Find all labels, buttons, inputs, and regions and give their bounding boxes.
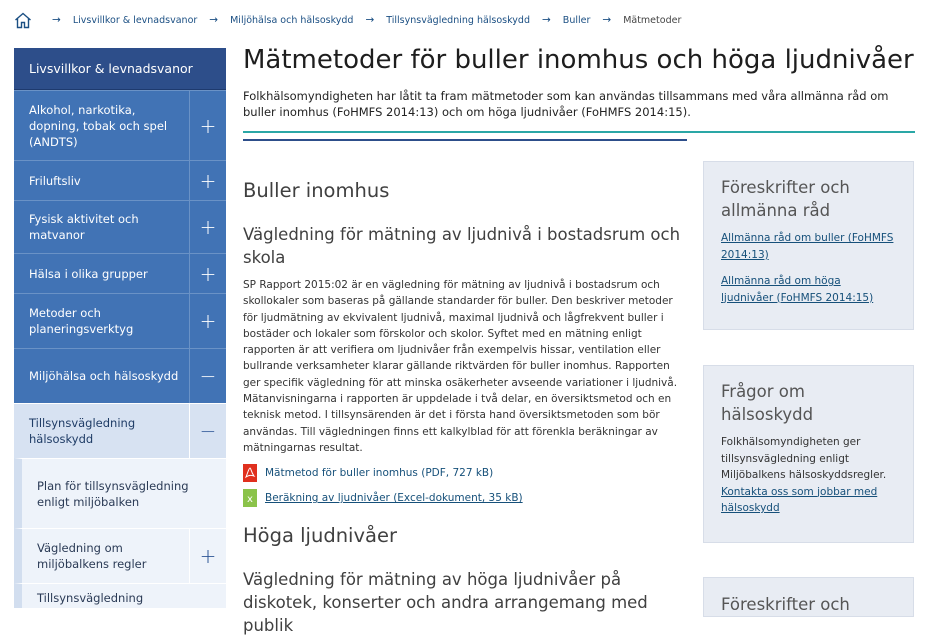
- aside-box-text: Folkhälsomyndigheten ger tillsynsvägledning enligt Miljöbalkens hälsoskyddsregler.: [721, 436, 887, 481]
- page-title: Mätmetoder för buller inomhus och höga ljudnivåer: [243, 45, 914, 75]
- sidebar-item-label: Alkohol, narkotika, dopning, tobak och spel (ANDTS): [29, 102, 168, 149]
- sidebar-item-fysisk-aktivitet[interactable]: [14, 200, 226, 253]
- section-heading-hoga-ljudnivaer: Höga ljudnivåer: [243, 524, 397, 548]
- pdf-icon: [243, 464, 257, 482]
- sidebar-item-label: Hälsa i olika grupper: [29, 266, 148, 281]
- breadcrumb-link-miljohalsa[interactable]: Miljöhälsa och hälsoskydd: [230, 14, 354, 26]
- breadcrumb-current: Mätmetoder: [623, 14, 682, 26]
- breadcrumb-link-tillsynsvagledning[interactable]: Tillsynsvägledning hälsoskydd: [386, 14, 530, 26]
- breadcrumb-separator: →: [541, 14, 551, 26]
- file-link-excel[interactable]: [243, 488, 685, 508]
- sidebar-item-tillsynsvagledning[interactable]: [14, 403, 226, 458]
- breadcrumb-separator: →: [52, 14, 61, 26]
- divider-teal: [243, 131, 915, 133]
- expand-icon[interactable]: +: [189, 529, 226, 583]
- sidebar-item-halsa-grupper[interactable]: [14, 253, 226, 293]
- expand-icon[interactable]: +: [189, 254, 226, 293]
- collapse-icon[interactable]: −: [189, 404, 226, 458]
- section-body-text: SP Rapport 2015:02 är en vägledning för mätning av ljudnivå i bostadsrum och skollokaler som baseras på gällande standarder för buller. Den beskriver metoder för ljudmätning av ekvivalent ljudnivå, maximal ljudnivå och lågfrekvent buller i bostäder och lokaler som förskolor och skolor. Syftet med en mätning enligt rapporten är att verifiera om ljudnivåer från exempelvis hissar, ventilation eller bullrande verksamheter klarar gällande riktvärden för buller inomhus. Rapporten ger specifik vägledning för att minska osäkerheter avseende variationer i ljudnivå. Mätanvisningarna i rapporten är uppdelade i två delar, en översiktsmetod och en teknisk metod. I tillsynsärenden är det i första hand översiktsmetoden som bör användas. Till vägledningen finns ett kalkylblad för att förenkla beräkningar av mätningarnas resultat.: [243, 279, 678, 454]
- expand-icon[interactable]: +: [189, 294, 226, 348]
- aside-link-hoga-ljudnivaer[interactable]: Allmänna råd om höga ljudnivåer (FoHMFS 2014:15): [721, 275, 874, 304]
- divider-navy: [243, 139, 687, 141]
- breadcrumb: [14, 9, 681, 31]
- sidebar-item-label: Miljöhälsa och hälsoskydd: [29, 369, 179, 383]
- sidebar-item-metoder[interactable]: [14, 293, 226, 348]
- aside-box-title: Frågor om hälsoskydd: [721, 382, 814, 424]
- aside-box-title: Föreskrifter och: [721, 595, 850, 614]
- breadcrumb-separator: →: [602, 14, 612, 26]
- file-link-pdf[interactable]: [243, 463, 685, 483]
- excel-icon: [243, 489, 257, 507]
- main-header: [243, 40, 915, 120]
- breadcrumb-separator: →: [365, 14, 375, 26]
- sidebar-subitem-tillsynsvagledning[interactable]: [14, 583, 226, 608]
- aside-box-fragor: [703, 365, 914, 543]
- expand-icon[interactable]: +: [189, 91, 226, 160]
- file-link-label[interactable]: Beräkning av ljudnivåer (Excel-dokument, 35 kB): [265, 492, 523, 505]
- home-icon[interactable]: [14, 11, 32, 29]
- aside-box-title: Föreskrifter och allmänna råd: [721, 178, 850, 220]
- sidebar-subitem-label: Vägledning om miljöbalkens regler: [37, 541, 147, 571]
- sidebar-item-label: Fysisk aktivitet och matvanor: [29, 212, 139, 242]
- main-content: [243, 178, 685, 637]
- sidebar-header[interactable]: Livsvillkor & levnadsvanor: [14, 48, 226, 90]
- aside-link-kontakt[interactable]: Kontakta oss som jobbar med hälsoskydd: [721, 485, 878, 514]
- sidebar-nav: [14, 48, 226, 608]
- breadcrumb-link-buller[interactable]: Buller: [562, 14, 591, 26]
- sidebar-item-label: Metoder och planeringsverktyg: [29, 306, 134, 336]
- sidebar-subitem-label: Plan för tillsynsvägledning enligt miljöbalken: [37, 478, 189, 509]
- aside-box-foreskrifter: [703, 161, 914, 330]
- expand-icon[interactable]: +: [189, 201, 226, 253]
- sidebar-item-miljohalsa[interactable]: [14, 348, 226, 403]
- aside-link-buller[interactable]: Allmänna råd om buller (FoHMFS 2014:13): [721, 232, 894, 261]
- svg-text:x: x: [247, 494, 253, 506]
- section-heading-buller-inomhus: Buller inomhus: [243, 179, 390, 202]
- sidebar-item-friluftsliv[interactable]: [14, 160, 226, 200]
- sidebar-subitem-label: Tillsynsvägledning: [37, 591, 144, 605]
- sidebar-item-label: Friluftsliv: [29, 173, 81, 188]
- breadcrumb-link-livsvillkor[interactable]: Livsvillkor & levnadsvanor: [72, 14, 198, 26]
- breadcrumb-separator: →: [209, 14, 219, 26]
- sidebar-item-label: Tillsynsvägledning hälsoskydd: [29, 416, 136, 446]
- page-ingress: Folkhälsomyndigheten har låtit ta fram mätmetoder som kan användas tillsammans med våra allmänna råd om buller inomhus (FoHMFS 2014:13) och om höga ljudnivåer (FoHMFS 2014:15).: [243, 89, 889, 119]
- aside-box-foreskrifter-2: [703, 577, 914, 617]
- file-link-label[interactable]: Mätmetod för buller inomhus (PDF, 727 kB): [265, 467, 494, 480]
- sidebar-subitem-vagledning[interactable]: [14, 528, 226, 583]
- collapse-icon[interactable]: −: [189, 349, 226, 403]
- sidebar-subitem-plan[interactable]: [14, 458, 226, 528]
- expand-icon[interactable]: +: [189, 161, 226, 200]
- section-subheading-bostadsrum: Vägledning för mätning av ljudnivå i bostadsrum och skola: [243, 225, 681, 267]
- section-subheading-diskotek: Vägledning för mätning av höga ljudnivåer på diskotek, konserter och andra arrangemang med publik: [243, 570, 648, 636]
- sidebar-item-andts[interactable]: [14, 90, 226, 160]
